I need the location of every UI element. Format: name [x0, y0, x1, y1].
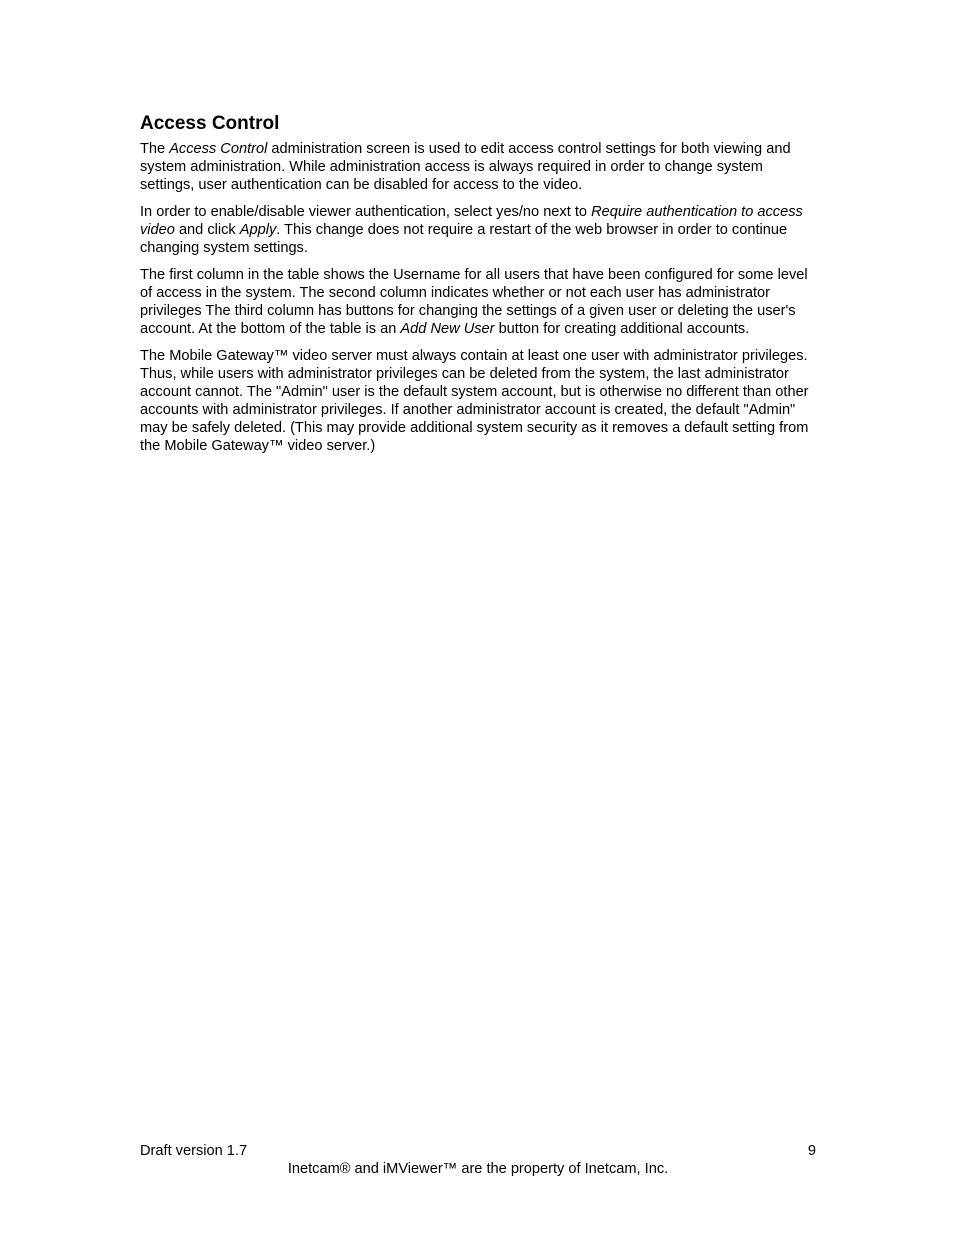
footer-copyright: Inetcam® and iMViewer™ are the property of Inetcam, Inc. — [287, 1161, 669, 1177]
page-footer — [140, 1142, 816, 1178]
text-run: button for creating additional accounts. — [494, 321, 750, 337]
text-run: The first column in the table shows the Username for all users that have been configured for some level of access in the system. The second column indicates whether or not each user has administrator privileges The third column has buttons for changing the settings of a given user or deleting the user's account. At the bottom of the table is an — [140, 267, 808, 337]
paragraph-access-control-intro — [140, 140, 816, 194]
footer-row — [140, 1142, 816, 1160]
paragraph-admin-requirement — [140, 347, 816, 455]
italic-term: Add New User — [400, 321, 495, 337]
footer-page-number: 9 — [807, 1143, 816, 1159]
italic-term: Apply — [239, 222, 277, 238]
text-run: and click — [174, 222, 240, 238]
paragraph-viewer-authentication — [140, 203, 816, 257]
text-run: In order to enable/disable viewer authentication, select yes/no next to — [140, 204, 592, 220]
text-run: administration screen is used to edit access control settings for both viewing and system administration. While administration access is always required in order to change system settings, user authentication can be disabled for access to the video. — [140, 141, 791, 193]
text-run: The — [140, 141, 170, 157]
paragraph-user-table — [140, 266, 816, 338]
section-heading: Access Control — [140, 113, 280, 134]
document-body — [140, 112, 816, 464]
footer-version: Draft version 1.7 — [140, 1143, 248, 1159]
text-run: . This change does not require a restart of the web browser in order to continue changing system settings. — [140, 222, 788, 256]
italic-term: Access Control — [169, 141, 268, 157]
text-run: The Mobile Gateway™ video server must always contain at least one user with administrator privileges. Thus, while users with administrator privileges can be deleted from the system, the last administrator account cannot. The "Admin" user is the default system account, but is otherwise no different than other accounts with administrator privileges. If another administrator account is created, the default "Admin" may be safely deleted. (This may provide additional system security as it removes a default setting from the Mobile Gateway™ video server.) — [140, 348, 809, 454]
italic-term: Require authentication to access video — [140, 204, 803, 238]
